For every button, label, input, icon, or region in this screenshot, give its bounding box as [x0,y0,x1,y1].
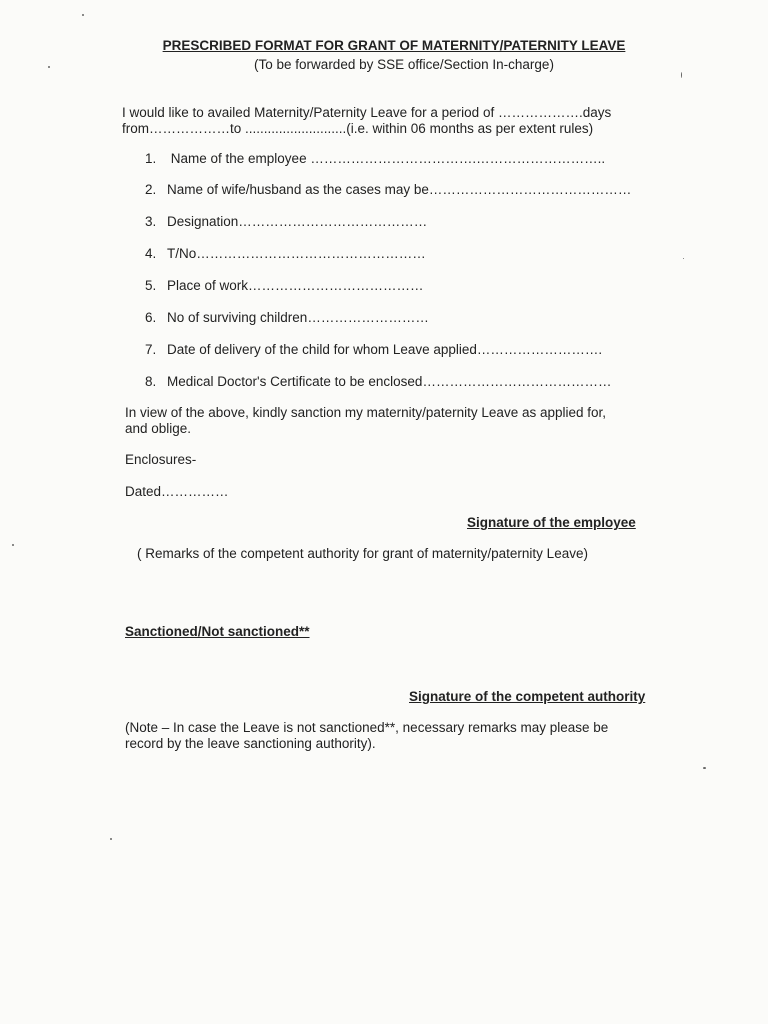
item-number: 6. [145,310,157,325]
item-text: T/No…………………………………………… [167,246,426,261]
intro-line-1: I would like to availed Maternity/Paternity Leave for a period of ……………….days [122,105,612,120]
item-number: 1. [145,151,157,166]
scan-speck [683,258,684,259]
item-number: 7. [145,342,157,357]
intro-paragraph [122,105,642,137]
item-number: 4. [145,246,157,261]
note-line-2: record by the leave sanctioning authority). [125,736,376,751]
item-text: Name of wife/husband as the cases may be……………………………………… [167,182,632,197]
scan-speck [48,66,50,68]
scan-speck [703,767,706,769]
employee-signature-label: Signature of the employee [467,515,636,530]
item-number: 2. [145,182,157,197]
sanction-status-label: Sanctioned/Not sanctioned** [125,624,310,639]
item-number: 5. [145,278,157,293]
form-subtitle: (To be forwarded by SSE office/Section In-charge) [254,57,554,72]
list-item [145,278,424,293]
list-item [145,151,605,166]
item-number: 8. [145,374,157,389]
request-line-2: and oblige. [125,421,192,436]
item-text: No of surviving children……………………… [167,310,429,325]
scan-speck [681,72,682,78]
item-number: 3. [145,214,157,229]
scan-speck [12,544,14,546]
authority-signature-label: Signature of the competent authority [409,689,646,704]
list-item [145,310,429,325]
note-line-1: (Note – In case the Leave is not sanctioned**, necessary remarks may please be [125,720,609,735]
list-item [145,246,426,261]
item-text: Place of work………………………………… [167,278,424,293]
item-text: Medical Doctor's Certificate to be enclosed…………………………………… [167,374,612,389]
intro-line-2: from………………to ...........................(i.e. within 06 months as per extent rules) [122,121,594,136]
request-line-1: In view of the above, kindly sanction my maternity/paternity Leave as applied for, [125,405,607,420]
note-paragraph [125,720,645,752]
request-paragraph [125,405,645,437]
remarks-text: ( Remarks of the competent authority for grant of maternity/paternity Leave) [137,546,588,561]
enclosures-label: Enclosures- [125,452,197,467]
scan-speck [82,14,84,16]
list-item [145,214,427,229]
form-title: PRESCRIBED FORMAT FOR GRANT OF MATERNITY/PATERNITY LEAVE [162,38,626,53]
item-text: Date of delivery of the child for whom Leave applied………………………. [167,342,603,357]
scan-speck [110,838,112,840]
list-item [145,374,611,389]
list-item [145,182,631,197]
dated-field: Dated…………… [125,484,229,499]
item-text: Name of the employee ……………………………….……………………….. [167,151,606,166]
list-item [145,342,602,357]
item-text: Designation…………………………………… [167,214,428,229]
